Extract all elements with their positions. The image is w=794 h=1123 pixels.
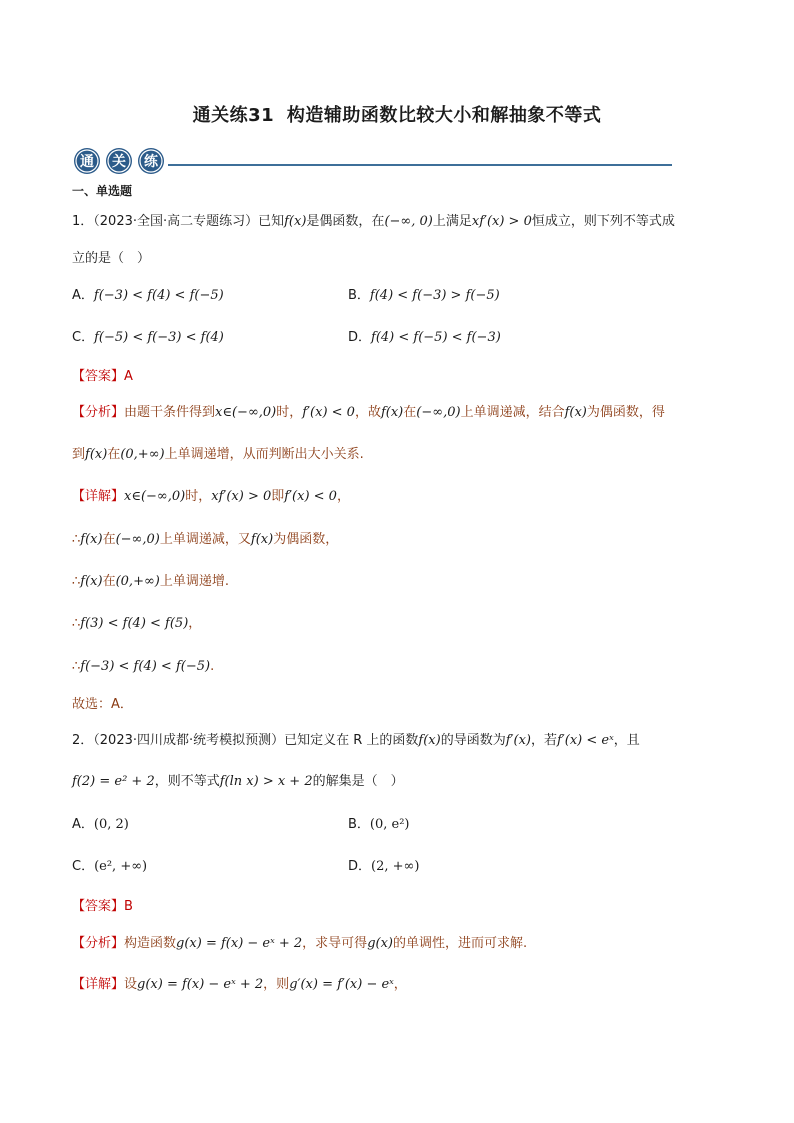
step-math: (−∞,0)	[115, 532, 160, 547]
q2-option-a	[72, 815, 129, 835]
q1-math-condition: xf′(x) > 0	[471, 214, 532, 229]
analysis-math: f(x)	[380, 405, 404, 420]
step-math: f(x)	[250, 532, 274, 547]
analysis-text: 上单调递增，从而判断出大小关系.	[164, 447, 364, 462]
q1-analysis-line1	[72, 403, 732, 423]
title-text: 构造辅助函数比较大小和解抽象不等式	[286, 105, 602, 126]
q2-math-inequality: f(ln x) > x + 2	[219, 774, 313, 789]
step-math: f(−3) < f(4) < f(−5)	[80, 659, 211, 674]
title-number: 通关练31	[192, 105, 275, 126]
q2-stem-text: ，若	[530, 733, 557, 748]
answer-value: A	[124, 369, 133, 384]
option-expr: f(−3) < f(4) < f(−5)	[93, 288, 224, 303]
analysis-math: x∈(−∞,0)	[215, 405, 277, 420]
analysis-text: 时，	[276, 405, 303, 420]
q2-stem-text: 2．（2023·四川成都·统考模拟预测）已知定义在 R 上的函数	[72, 733, 419, 748]
q1-detail-line1	[72, 487, 732, 507]
q2-detail-line	[72, 975, 732, 995]
q2-stem-line1	[72, 731, 732, 751]
step-text: .	[210, 659, 215, 674]
tongguanlian-logo	[72, 146, 172, 176]
detail-math: xf′(x) > 0	[211, 489, 272, 504]
analysis-text: 的单调性，进而可求解.	[392, 936, 528, 951]
q1-stem-text: 是偶函数，在	[306, 214, 385, 229]
option-key: B．	[348, 817, 370, 832]
therefore-symbol: ∴	[72, 574, 81, 589]
option-expr: (2, +∞)	[371, 859, 420, 874]
q1-step1	[72, 530, 732, 550]
option-expr: f(4) < f(−5) < f(−3)	[371, 330, 501, 345]
option-key: A．	[72, 288, 94, 303]
q1-answer	[72, 367, 732, 387]
step-text: 在	[102, 574, 116, 589]
q2-stem-text: ，则不等式	[154, 774, 220, 789]
analysis-math: f(x)	[564, 405, 587, 420]
q2-analysis-line	[72, 934, 732, 954]
therefore-symbol: ∴	[72, 616, 81, 631]
option-expr: f(4) < f(−3) > f(−5)	[369, 288, 500, 303]
detail-text: 设	[124, 977, 138, 992]
option-key: D．	[348, 330, 372, 345]
q1-stem-line1	[72, 212, 732, 232]
q1-option-c	[72, 328, 224, 348]
q2-stem-line2	[72, 772, 732, 792]
analysis-tag: 【分析】	[72, 936, 125, 951]
header-rule	[168, 164, 672, 166]
option-expr: f(−5) < f(−3) < f(4)	[94, 330, 224, 345]
step-math: f(x)	[80, 532, 103, 547]
detail-text: ，	[336, 489, 350, 504]
option-key: D．	[348, 859, 372, 874]
q1-option-b	[348, 286, 500, 306]
analysis-tag: 【分析】	[72, 405, 125, 420]
q1-math-interval: (−∞, 0)	[384, 214, 433, 229]
detail-math: g′(x) = f′(x) − eˣ	[289, 977, 394, 992]
detail-text: ，	[393, 977, 407, 992]
analysis-math: g(x) = f(x) − eˣ + 2	[176, 936, 303, 951]
q2-stem-text: 的解集是（ ）	[312, 774, 404, 789]
analysis-text: 在	[403, 405, 417, 420]
answer-tag: 【答案】	[72, 899, 125, 914]
q2-option-c	[72, 857, 147, 877]
q2-math-fx: f(x)	[418, 733, 441, 748]
analysis-text: 到	[72, 447, 86, 462]
step-math: (0,+∞)	[115, 574, 160, 589]
q2-math-condition: f′(x) < eˣ	[557, 733, 614, 748]
answer-value: B	[124, 899, 133, 914]
detail-math: x∈(−∞,0)	[124, 489, 186, 504]
step-math: f(3) < f(4) < f(5)	[80, 616, 189, 631]
q1-stem-text: 恒成立，则下列不等式成	[531, 214, 675, 229]
detail-text: 时，	[185, 489, 212, 504]
detail-math: g(x) = f(x) − eˣ + 2	[137, 977, 264, 992]
q1-stem-text: 1．（2023·全国·高二专题练习）已知	[72, 214, 285, 229]
option-key: C．	[72, 330, 95, 345]
analysis-text: ，故	[354, 405, 381, 420]
q2-stem-text: ，且	[613, 733, 640, 748]
option-key: A．	[72, 817, 94, 832]
therefore-symbol: ∴	[72, 659, 81, 674]
analysis-text: 构造函数	[124, 936, 177, 951]
option-key: C．	[72, 859, 95, 874]
step-text: ，	[188, 616, 202, 631]
option-expr: (0, e²)	[369, 817, 410, 832]
q2-option-d	[348, 857, 419, 877]
analysis-math: (0,+∞)	[120, 447, 165, 462]
analysis-text: 在	[107, 447, 121, 462]
analysis-text: 上单调递减，结合	[460, 405, 565, 420]
therefore-symbol: ∴	[72, 532, 81, 547]
q2-math-value: f(2) = e² + 2	[72, 774, 155, 789]
q1-analysis-line2	[72, 445, 732, 465]
svg-text:练: 练	[144, 154, 158, 170]
svg-text:关: 关	[112, 154, 126, 170]
detail-tag: 【详解】	[72, 977, 125, 992]
step-text: 在	[102, 532, 116, 547]
step-text: 上单调递减，又	[159, 532, 251, 547]
option-expr: (0, 2)	[93, 817, 129, 832]
option-key: B．	[348, 288, 370, 303]
q1-step4	[72, 657, 732, 677]
q1-step3	[72, 614, 732, 634]
q1-option-d	[348, 328, 501, 348]
q1-stem-text: 上满足	[432, 214, 472, 229]
q1-conclusion: 故选：A．	[72, 697, 133, 712]
detail-tag: 【详解】	[72, 489, 125, 504]
q2-math-derivative: f′(x)	[505, 733, 531, 748]
section-heading: 一、单选题	[72, 184, 133, 198]
q1-step2	[72, 572, 732, 592]
analysis-text: 由题干条件得到	[124, 405, 216, 420]
q2-answer	[72, 897, 732, 917]
detail-math: f′(x) < 0	[284, 489, 337, 504]
q1-math-fx: f(x)	[284, 214, 307, 229]
q1-stem-line2: 立的是（ ）	[72, 251, 151, 266]
step-math: f(x)	[80, 574, 103, 589]
analysis-math: g(x)	[367, 936, 393, 951]
step-text: 上单调递增.	[159, 574, 230, 589]
step-text: 为偶函数，	[273, 532, 339, 547]
q2-stem-text: 的导函数为	[440, 733, 506, 748]
q2-option-b	[348, 815, 410, 835]
q1-option-a	[72, 286, 224, 306]
detail-text: 即	[271, 489, 285, 504]
page-title	[0, 101, 794, 127]
option-expr: (e², +∞)	[94, 859, 148, 874]
analysis-math: f′(x) < 0	[302, 405, 355, 420]
detail-text: ，则	[263, 977, 290, 992]
answer-tag: 【答案】	[72, 369, 125, 384]
analysis-text: ，求导可得	[302, 936, 368, 951]
svg-text:通: 通	[80, 154, 94, 170]
analysis-math: (−∞,0)	[416, 405, 461, 420]
analysis-math: f(x)	[85, 447, 108, 462]
analysis-text: 为偶函数，得	[586, 405, 665, 420]
